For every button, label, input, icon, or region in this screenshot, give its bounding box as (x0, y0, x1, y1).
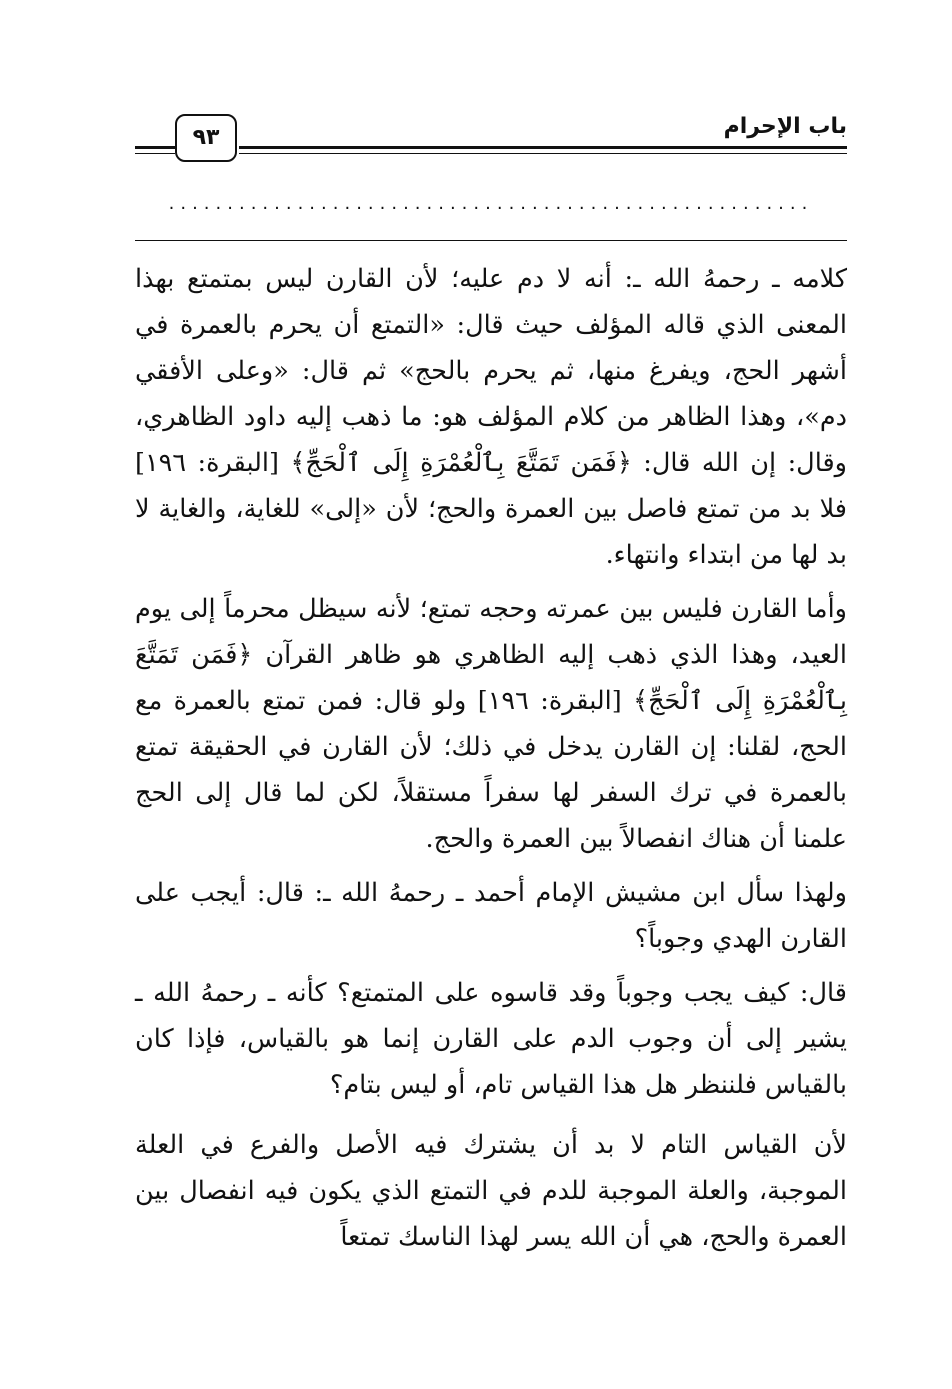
paragraph: وأما القارن فليس بين عمرته وحجه تمتع؛ لأنه سيظل محرماً إلى يوم العيد، وهذا الذي ذهب إليه الظاهري هو ظاهر القرآن ﴿فَمَن تَمَتَّعَ بِٱلْعُمْرَةِ إِلَى ٱلْحَجِّ﴾ [البقرة: ١٩٦] ولو قال: فمن تمتع بالعمرة مع الحج، لقلنا: إن القارن يدخل في ذلك؛ لأن القارن في الحقيقة تمتع بالعمرة في ترك السفر لها سفراً مستقلاً، لكن لما قال إلى الحج علمنا أن هناك انفصالاً بين العمرة والحج. (135, 594, 847, 854)
dotted-divider: ....................................................... (168, 193, 814, 214)
body-text (135, 256, 847, 1268)
header-rule-right (239, 146, 847, 154)
paragraph: كلامه ـ رحمهُ الله ـ: أنه لا دم عليه؛ لأن القارن ليس بمتمتع بهذا المعنى الذي قاله المؤلف حيث قال: «التمتع أن يحرم بالعمرة في أشهر الحج، ويفرغ منها، ثم يحرم بالحج» ثم قال: «وعلى الأفقي دم»، وهذا الظاهر من كلام المؤلف هو: ما ذهب إليه داود الظاهري، وقال: إن الله قال: ﴿فَمَن تَمَتَّعَ بِٱلْعُمْرَةِ إِلَى ٱلْحَجِّ﴾ [البقرة: ١٩٦] فلا بد من تمتع فاصل بين العمرة والحج؛ لأن «إلى» للغاية، والغاية لا بد لها من ابتداء وانتهاء. (135, 264, 847, 570)
paragraph: لأن القياس التام لا بد أن يشترك فيه الأصل والفرع في العلة الموجبة، والعلة الموجبة للدم في التمتع الذي يكون فيه انفصال بين العمرة والحج، هي أن الله يسر لهذا الناسك تمتعاً (135, 1130, 847, 1252)
page-header (135, 106, 847, 166)
paragraph: ولهذا سأل ابن مشيش الإمام أحمد ـ رحمهُ الله ـ: قال: أيجب على القارن الهدي وجوباً؟ (135, 878, 847, 954)
chapter-title: باب الإحرام (723, 114, 847, 139)
header-rule-left (135, 146, 175, 154)
paragraph: قال: كيف يجب وجوباً وقد قاسوه على المتمتع؟ كأنه ـ رحمهُ الله ـ يشير إلى أن وجوب الدم على القارن إنما هو بالقياس، فإذا كان بالقياس فلننظر هل هذا القياس تام، أو ليس بتام؟ (135, 978, 847, 1100)
page-number: ٩٣ (175, 114, 237, 162)
separator-line (135, 240, 847, 241)
